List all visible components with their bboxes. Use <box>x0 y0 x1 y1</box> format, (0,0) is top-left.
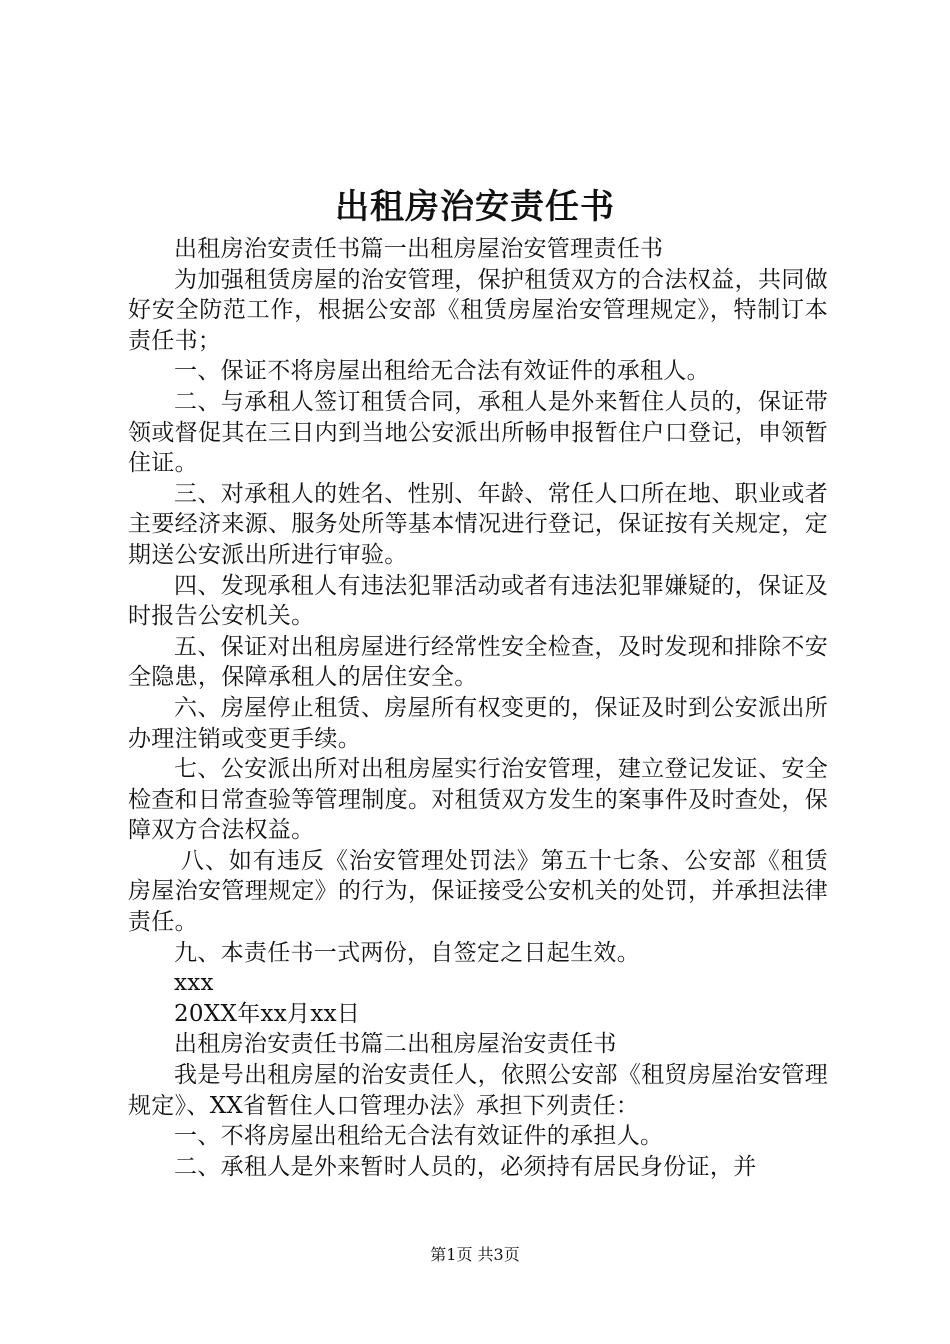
paragraph: 六、房屋停止租赁、房屋所有权变更的，保证及时到公安派出所办理注销或变更手续。 <box>128 694 828 752</box>
signature-date: 20XX年xx月xx日 <box>174 1000 361 1027</box>
paragraph: 出租房治安责任书篇二出租房屋治安责任书 <box>174 1031 617 1058</box>
document-body <box>128 234 828 1182</box>
paragraph: 二、承租人是外来暂时人员的，必须持有居民身份证，并 <box>174 1153 757 1180</box>
paragraph: 七、公安派出所对出租房屋实行治安管理，建立登记发证、安全检查和日常查验等管理制度。对租赁双方发生的案事件及时查处，保障双方合法权益。 <box>128 756 828 844</box>
paragraph: 为加强租赁房屋的治安管理，保护租赁双方的合法权益，共同做好安全防范工作，根据公安部《租赁房屋治安管理规定》，特制订本责任书； <box>128 266 828 354</box>
paragraph: 一、不将房屋出租给无合法有效证件的承担人。 <box>174 1123 664 1150</box>
paragraph: 四、发现承租人有违法犯罪活动或者有违法犯罪嫌疑的，保证及时报告公安机关。 <box>128 572 828 630</box>
paragraph: 我是号出租房屋的治安责任人，依照公安部《租贸房屋治安管理规定》、XX省暂住人口管理办法》承担下列责任： <box>128 1062 828 1119</box>
paragraph: 三、对承租人的姓名、性别、年龄、常任人口所在地、职业或者主要经济来源、服务处所等基本情况进行登记，保证按有关规定，定期送公安派出所进行审验。 <box>128 480 828 568</box>
paragraph: 二、与承租人签订租赁合同，承租人是外来暂住人员的，保证带领或督促其在三日内到当地公安派出所畅申报暂住户口登记，申领暂住证。 <box>128 388 828 477</box>
paragraph: 八、如有违反《治安管理处罚法》第五十七条、公安部《租赁房屋治安管理规定》的行为，保证接受公安机关的处罚，并承担法律责任。 <box>128 847 828 936</box>
document-title: 出租房治安责任书 <box>335 187 615 227</box>
paragraph: 出租房治安责任书篇一出租房屋治安管理责任书 <box>174 236 664 262</box>
paragraph: 一、保证不将房屋出租给无合法有效证件的承租人。 <box>174 358 710 385</box>
signature-name: xxx <box>174 970 214 997</box>
paragraph: 五、保证对出租房屋进行经常性安全检查，及时发现和排除不安全隐患，保障承租人的居住安全。 <box>128 633 828 691</box>
paragraph: 九、本责任书一式两份，自签定之日起生效。 <box>174 939 640 966</box>
page-number: 第1页 共3页 <box>430 1245 520 1264</box>
